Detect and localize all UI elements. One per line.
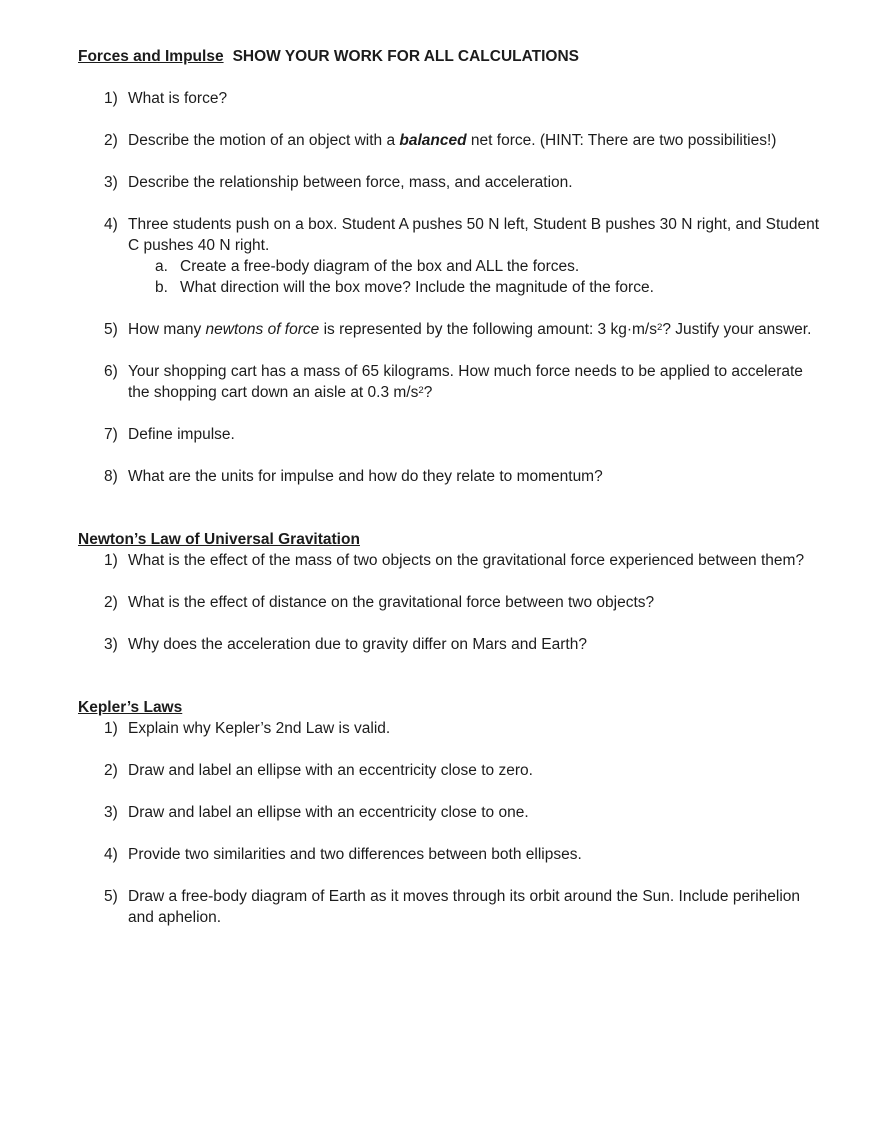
subquestion-letter: a.	[155, 258, 168, 275]
superscript-exponent: 2	[657, 322, 663, 333]
kepler-question-1	[104, 718, 828, 739]
kepler-question-2	[104, 760, 828, 781]
superscript-exponent: 2	[418, 385, 424, 396]
question-text-segment: Describe the motion of an object with a	[128, 132, 400, 149]
question-text-segment: Your shopping cart has a mass of 65 kilograms. How much force needs to be applied to accelerate the shopping cart down an aisle at 0.3 m/s	[128, 363, 803, 401]
kepler-question-4	[104, 844, 828, 865]
question-text: Draw a free-body diagram of Earth as it moves through its orbit around the Sun. Include perihelion and aphelion.	[128, 888, 801, 926]
subquestion-text: Create a free-body diagram of the box and ALL the forces.	[180, 258, 580, 275]
emphasized-word: balanced	[399, 132, 467, 149]
forces-question-2	[104, 130, 828, 151]
question-number: 2)	[104, 132, 118, 149]
section-heading-gravitation	[78, 529, 828, 550]
forces-question-1	[104, 88, 828, 109]
question-number: 1)	[104, 90, 118, 107]
question-text: Describe the relationship between force, mass, and acceleration.	[128, 174, 573, 191]
forces-question-7	[104, 424, 828, 445]
question-number: 4)	[104, 846, 118, 863]
question-number: 4)	[104, 216, 118, 233]
question-text-segment: net force. (HINT: There are two possibilities!)	[466, 132, 777, 149]
subquestion-letter: b.	[155, 279, 168, 296]
question-text: Three students push on a box. Student A pushes 50 N left, Student B pushes 30 N right, and Student C pushes 40 N right.	[128, 216, 820, 254]
document-title	[78, 46, 828, 67]
italic-phrase: newtons of force	[205, 321, 320, 338]
forces-question-6	[104, 361, 828, 403]
question-text: What is the effect of the mass of two objects on the gravitational force experienced between them?	[128, 552, 805, 569]
section-heading-forces-and-impulse: Forces and Impulse	[78, 48, 224, 65]
question-text: Define impulse.	[128, 426, 235, 443]
question-text: What is the effect of distance on the gravitational force between two objects?	[128, 594, 655, 611]
section-heading-text: Kepler’s Laws	[78, 699, 183, 716]
question-number: 2)	[104, 594, 118, 611]
forces-question-5	[104, 319, 828, 340]
question-text	[128, 130, 828, 151]
question-number: 3)	[104, 174, 118, 191]
question-row	[104, 214, 828, 256]
forces-question-8	[104, 466, 828, 487]
question-text: Draw and label an ellipse with an eccentricity close to zero.	[128, 762, 533, 779]
question-number: 1)	[104, 552, 118, 569]
kepler-question-3	[104, 802, 828, 823]
question-text: What are the units for impulse and how do they relate to momentum?	[128, 468, 603, 485]
section-heading-kepler	[78, 697, 828, 718]
question-number: 2)	[104, 762, 118, 779]
question-text: Draw and label an ellipse with an eccentricity close to one.	[128, 804, 529, 821]
gravitation-question-2	[104, 592, 828, 613]
question-number: 5)	[104, 321, 118, 338]
gravitation-question-1	[104, 550, 828, 571]
title-instructions: SHOW YOUR WORK FOR ALL CALCULATIONS	[232, 48, 580, 65]
question-number: 3)	[104, 636, 118, 653]
question-number: 7)	[104, 426, 118, 443]
question-number: 8)	[104, 468, 118, 485]
forces-question-4	[78, 214, 828, 298]
question-text-segment: How many	[128, 321, 206, 338]
question-number: 3)	[104, 804, 118, 821]
question-text-segment: ?	[423, 384, 433, 401]
question-text-segment: ? Justify your answer.	[662, 321, 812, 338]
forces-question-4a	[155, 256, 828, 277]
forces-question-3	[104, 172, 828, 193]
subquestion-text: What direction will the box move? Include the magnitude of the force.	[180, 279, 654, 296]
forces-question-4b	[155, 277, 828, 298]
question-text: What is force?	[128, 90, 228, 107]
question-text-segment: is represented by the following amount: 3 kg·m/s	[319, 321, 657, 338]
question-text: Explain why Kepler’s 2nd Law is valid.	[128, 720, 391, 737]
question-number: 6)	[104, 363, 118, 380]
question-number: 1)	[104, 720, 118, 737]
question-text	[128, 361, 828, 403]
section-heading-text: Newton’s Law of Universal Gravitation	[78, 531, 360, 548]
question-text: Provide two similarities and two differences between both ellipses.	[128, 846, 582, 863]
question-number: 5)	[104, 888, 118, 905]
question-text	[128, 319, 828, 340]
gravitation-question-3	[104, 634, 828, 655]
kepler-question-5	[104, 886, 828, 928]
question-text: Why does the acceleration due to gravity differ on Mars and Earth?	[128, 636, 587, 653]
